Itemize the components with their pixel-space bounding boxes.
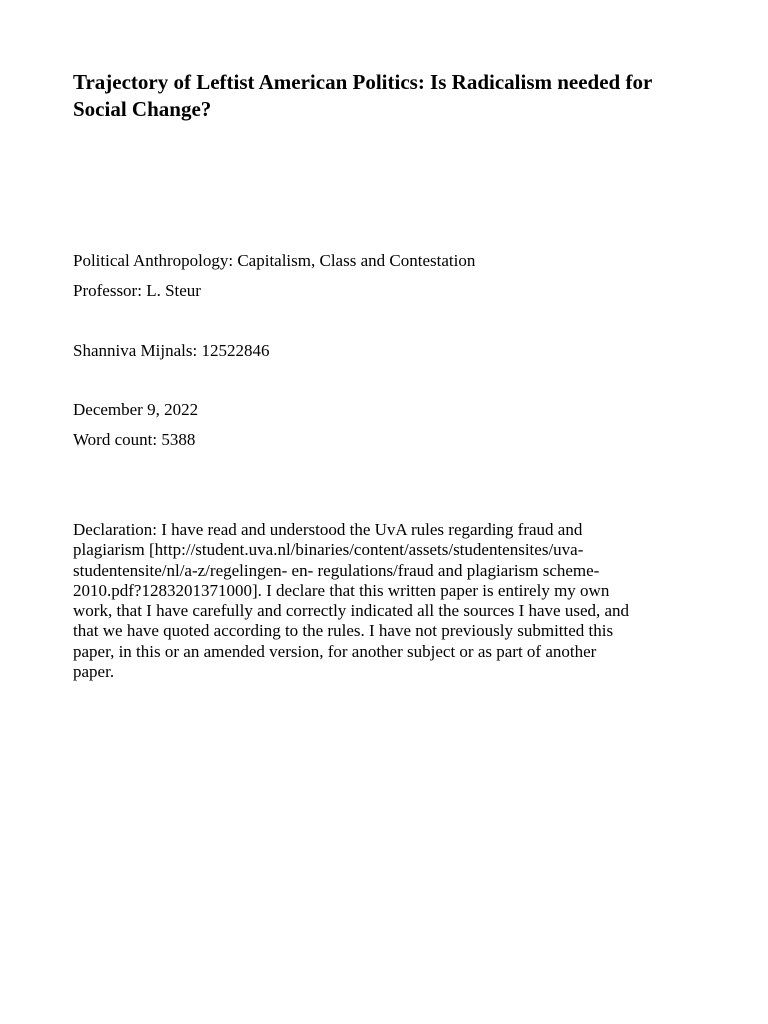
course-name: Political Anthropology: Capitalism, Class and Contestation bbox=[73, 251, 476, 270]
declaration-line: 2010.pdf?1283201371000]. I declare that this written paper is entirely my own bbox=[73, 580, 610, 600]
professor-name: Professor: L. Steur bbox=[73, 281, 201, 300]
declaration-line: studentensite/nl/a-z/regelingen- en- regulations/fraud and plagiarism scheme- bbox=[73, 560, 600, 580]
declaration-line: plagiarism [http://student.uva.nl/binaries/content/assets/studentensites/uva- bbox=[73, 540, 584, 560]
paper-title: Trajectory of Leftist American Politics: Is Radicalism needed for Social Change? bbox=[73, 70, 652, 121]
declaration-line: paper. bbox=[73, 662, 115, 682]
submission-date: December 9, 2022 bbox=[73, 400, 199, 419]
declaration-paragraph bbox=[73, 520, 697, 682]
word-count: Word count: 5388 bbox=[73, 430, 196, 449]
declaration-line: work, that I have carefully and correctly indicated all the sources I have used, and bbox=[73, 601, 630, 621]
declaration-line: paper, in this or an amended version, for another subject or as part of another bbox=[73, 641, 597, 661]
declaration-line: Declaration: I have read and understood the UvA rules regarding fraud and bbox=[73, 520, 583, 539]
student-info: Shanniva Mijnals: 12522846 bbox=[73, 341, 270, 360]
declaration-line: that we have quoted according to the rules. I have not previously submitted this bbox=[73, 621, 614, 641]
